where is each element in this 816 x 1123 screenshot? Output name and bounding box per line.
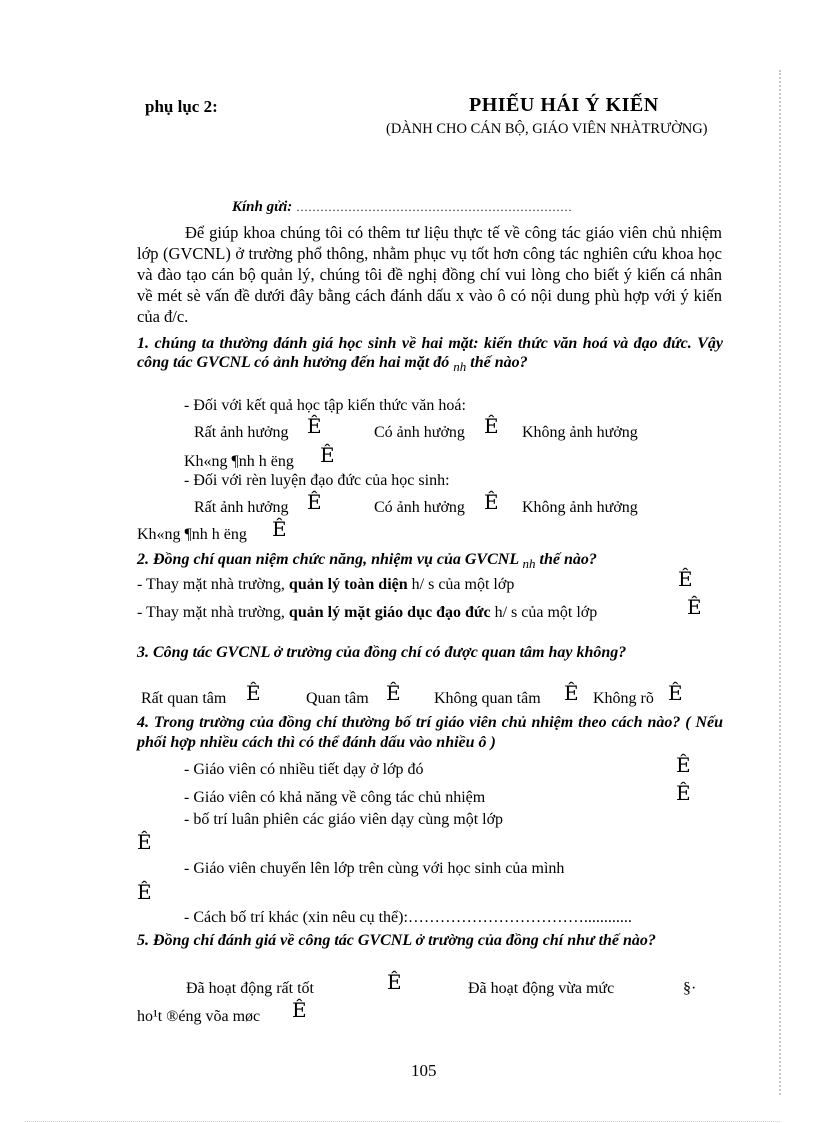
q3-opt-2: Quan tâm <box>306 690 369 707</box>
checkbox-icon[interactable]: Ê <box>676 781 691 805</box>
q1-part1-opt-some: Có ảnh hưởng <box>374 424 465 441</box>
q3-opt-3: Không quan tâm <box>434 690 541 707</box>
q5-opt-1: Đã hoạt động rất tốt <box>186 980 314 997</box>
checkbox-icon[interactable]: Ê <box>320 443 335 467</box>
q2-line-2-prefix: - Thay mặt nhà trường, <box>137 604 289 621</box>
q2-line-1-suffix: h/ s của một lớp <box>407 576 515 593</box>
q2-line-1-prefix: - Thay mặt nhà trường, <box>137 576 289 593</box>
page-number: 105 <box>411 1061 437 1080</box>
q5-opt-3: ho¹t ®éng võa møc <box>137 1008 261 1025</box>
appendix-label: phụ lục 2: <box>145 97 218 116</box>
question-5: 5. Đồng chí đánh giá về công tác GVCNL ở trường của đồng chí như thế nào? <box>137 932 656 949</box>
q1-part2-opt-unsure: Kh«ng ¶nh h ëng <box>137 526 247 543</box>
question-2-text: 2. Đồng chí quan niệm chức năng, nhiệm vụ của GVCNL <box>137 551 519 568</box>
question-1-text: 1. chúng ta thường đánh giá học sinh về hai mặt: kiến thức văn hoá và đạo đức. Vậy công tác GVCNL có ảnh hưởng đến hai mặt đó <box>137 335 723 371</box>
q4-opt-5: - Cách bố trí khác (xin nêu cụ thể):……………………………............ <box>184 909 632 926</box>
q1-part2-opt-very: Rất ảnh hưởng <box>194 499 289 516</box>
q4-opt-3: - bố trí luân phiên các giáo viên dạy cùng một lớp <box>184 811 504 828</box>
checkbox-icon[interactable]: Ê <box>676 753 691 777</box>
q4-opt-2: - Giáo viên có khả năng về công tác chủ nhiệm <box>184 789 486 806</box>
question-1-end: thế nào? <box>470 354 528 371</box>
q3-opt-4: Không rõ <box>593 690 654 707</box>
checkbox-icon[interactable]: Ê <box>307 490 322 514</box>
q2-line-1-bold: quản lý toàn diện <box>288 576 408 593</box>
salutation-dots: …………………………………………………………… <box>296 200 573 214</box>
document-title: PHIẾU HÁI Ý KIẾN <box>469 94 659 116</box>
q5-opt-2-mark: §· <box>683 980 697 997</box>
checkbox-icon[interactable]: Ê <box>292 998 307 1022</box>
q1-part1-opt-none: Không ảnh hưởng <box>522 424 638 441</box>
question-4: 4. Trong trường của đồng chí thường bố trí giáo viên chủ nhiệm theo cách nào? ( Nếu phối hợp nhiều cách thì có thể đánh dấu vào nhiều ô ) <box>137 714 723 751</box>
q5-opt-2: Đã hoạt động vừa mức <box>468 980 615 997</box>
q2-line-1 <box>137 576 514 594</box>
q2-line-2-bold: quản lý mặt giáo dục đạo đức <box>288 604 491 621</box>
q3-opt-1: Rất quan tâm <box>141 690 227 707</box>
question-2 <box>137 550 723 574</box>
q1-part2-opt-some: Có ảnh hưởng <box>374 499 465 516</box>
salutation <box>232 199 572 216</box>
q4-opt-1: - Giáo viên có nhiều tiết dạy ở lớp đó <box>184 761 424 778</box>
q2-line-2-suffix: h/ s của một lớp <box>490 604 598 621</box>
checkbox-icon[interactable]: Ê <box>687 595 702 619</box>
checkbox-icon[interactable]: Ê <box>564 681 579 705</box>
checkbox-icon[interactable]: Ê <box>678 567 693 591</box>
checkbox-icon[interactable]: Ê <box>307 414 322 438</box>
page-border-right <box>779 70 781 1095</box>
document-subtitle: (DÀNH CHO CÁN BỘ, GIÁO VIÊN NHÀTRƯỜNG) <box>386 121 708 137</box>
checkbox-icon[interactable]: Ê <box>137 830 152 854</box>
q1-part2-opt-none: Không ảnh hưởng <box>522 499 638 516</box>
question-1 <box>137 334 723 376</box>
checkbox-icon[interactable]: Ê <box>246 681 261 705</box>
checkbox-icon[interactable]: Ê <box>272 517 287 541</box>
intro-paragraph: Để giúp khoa chúng tôi có thêm tư liệu thực tế về công tác giáo viên chủ nhiệm lớp (GVCNL) ở trường phổ thông, nhằm phục vụ tốt hơn công tác nghiên cứu khoa học và đào tạo cán bộ quản lý, chúng tôi đề nghị đồng chí vui lòng cho biết ý kiến cá nhân về mét sè vấn đề dưới đây bằng cách đánh dấu x vào ô có nội dung phù hợp với ý kiến của đ/c. <box>137 223 722 326</box>
question-2-end: thế nào? <box>539 551 597 568</box>
checkbox-icon[interactable]: Ê <box>386 681 401 705</box>
q1-part1-opt-unsure: Kh«ng ¶nh h ëng <box>184 453 294 470</box>
page-border-bottom <box>25 1121 780 1122</box>
q1-part1-label: - Đối với kết quả học tập kiến thức văn hoá: <box>184 397 466 414</box>
q2-line-2 <box>137 604 597 622</box>
q1-part1-opt-very: Rất ảnh hưởng <box>194 424 289 441</box>
q1-part2-label: - Đối với rèn luyện đạo đức của học sinh: <box>184 472 450 489</box>
checkbox-icon[interactable]: Ê <box>484 490 499 514</box>
checkbox-icon[interactable]: Ê <box>387 970 402 994</box>
checkbox-icon[interactable]: Ê <box>137 880 152 904</box>
q4-opt-4: - Giáo viên chuyển lên lớp trên cùng với học sinh của mình <box>184 860 565 877</box>
question-2-sub: nh <box>522 556 536 571</box>
checkbox-icon[interactable]: Ê <box>668 681 683 705</box>
question-3: 3. Công tác GVCNL ở trường của đồng chí có được quan tâm hay không? <box>137 644 627 661</box>
question-1-sub: nh <box>453 359 467 374</box>
salutation-label: Kính gửi: <box>232 199 293 215</box>
checkbox-icon[interactable]: Ê <box>484 414 499 438</box>
